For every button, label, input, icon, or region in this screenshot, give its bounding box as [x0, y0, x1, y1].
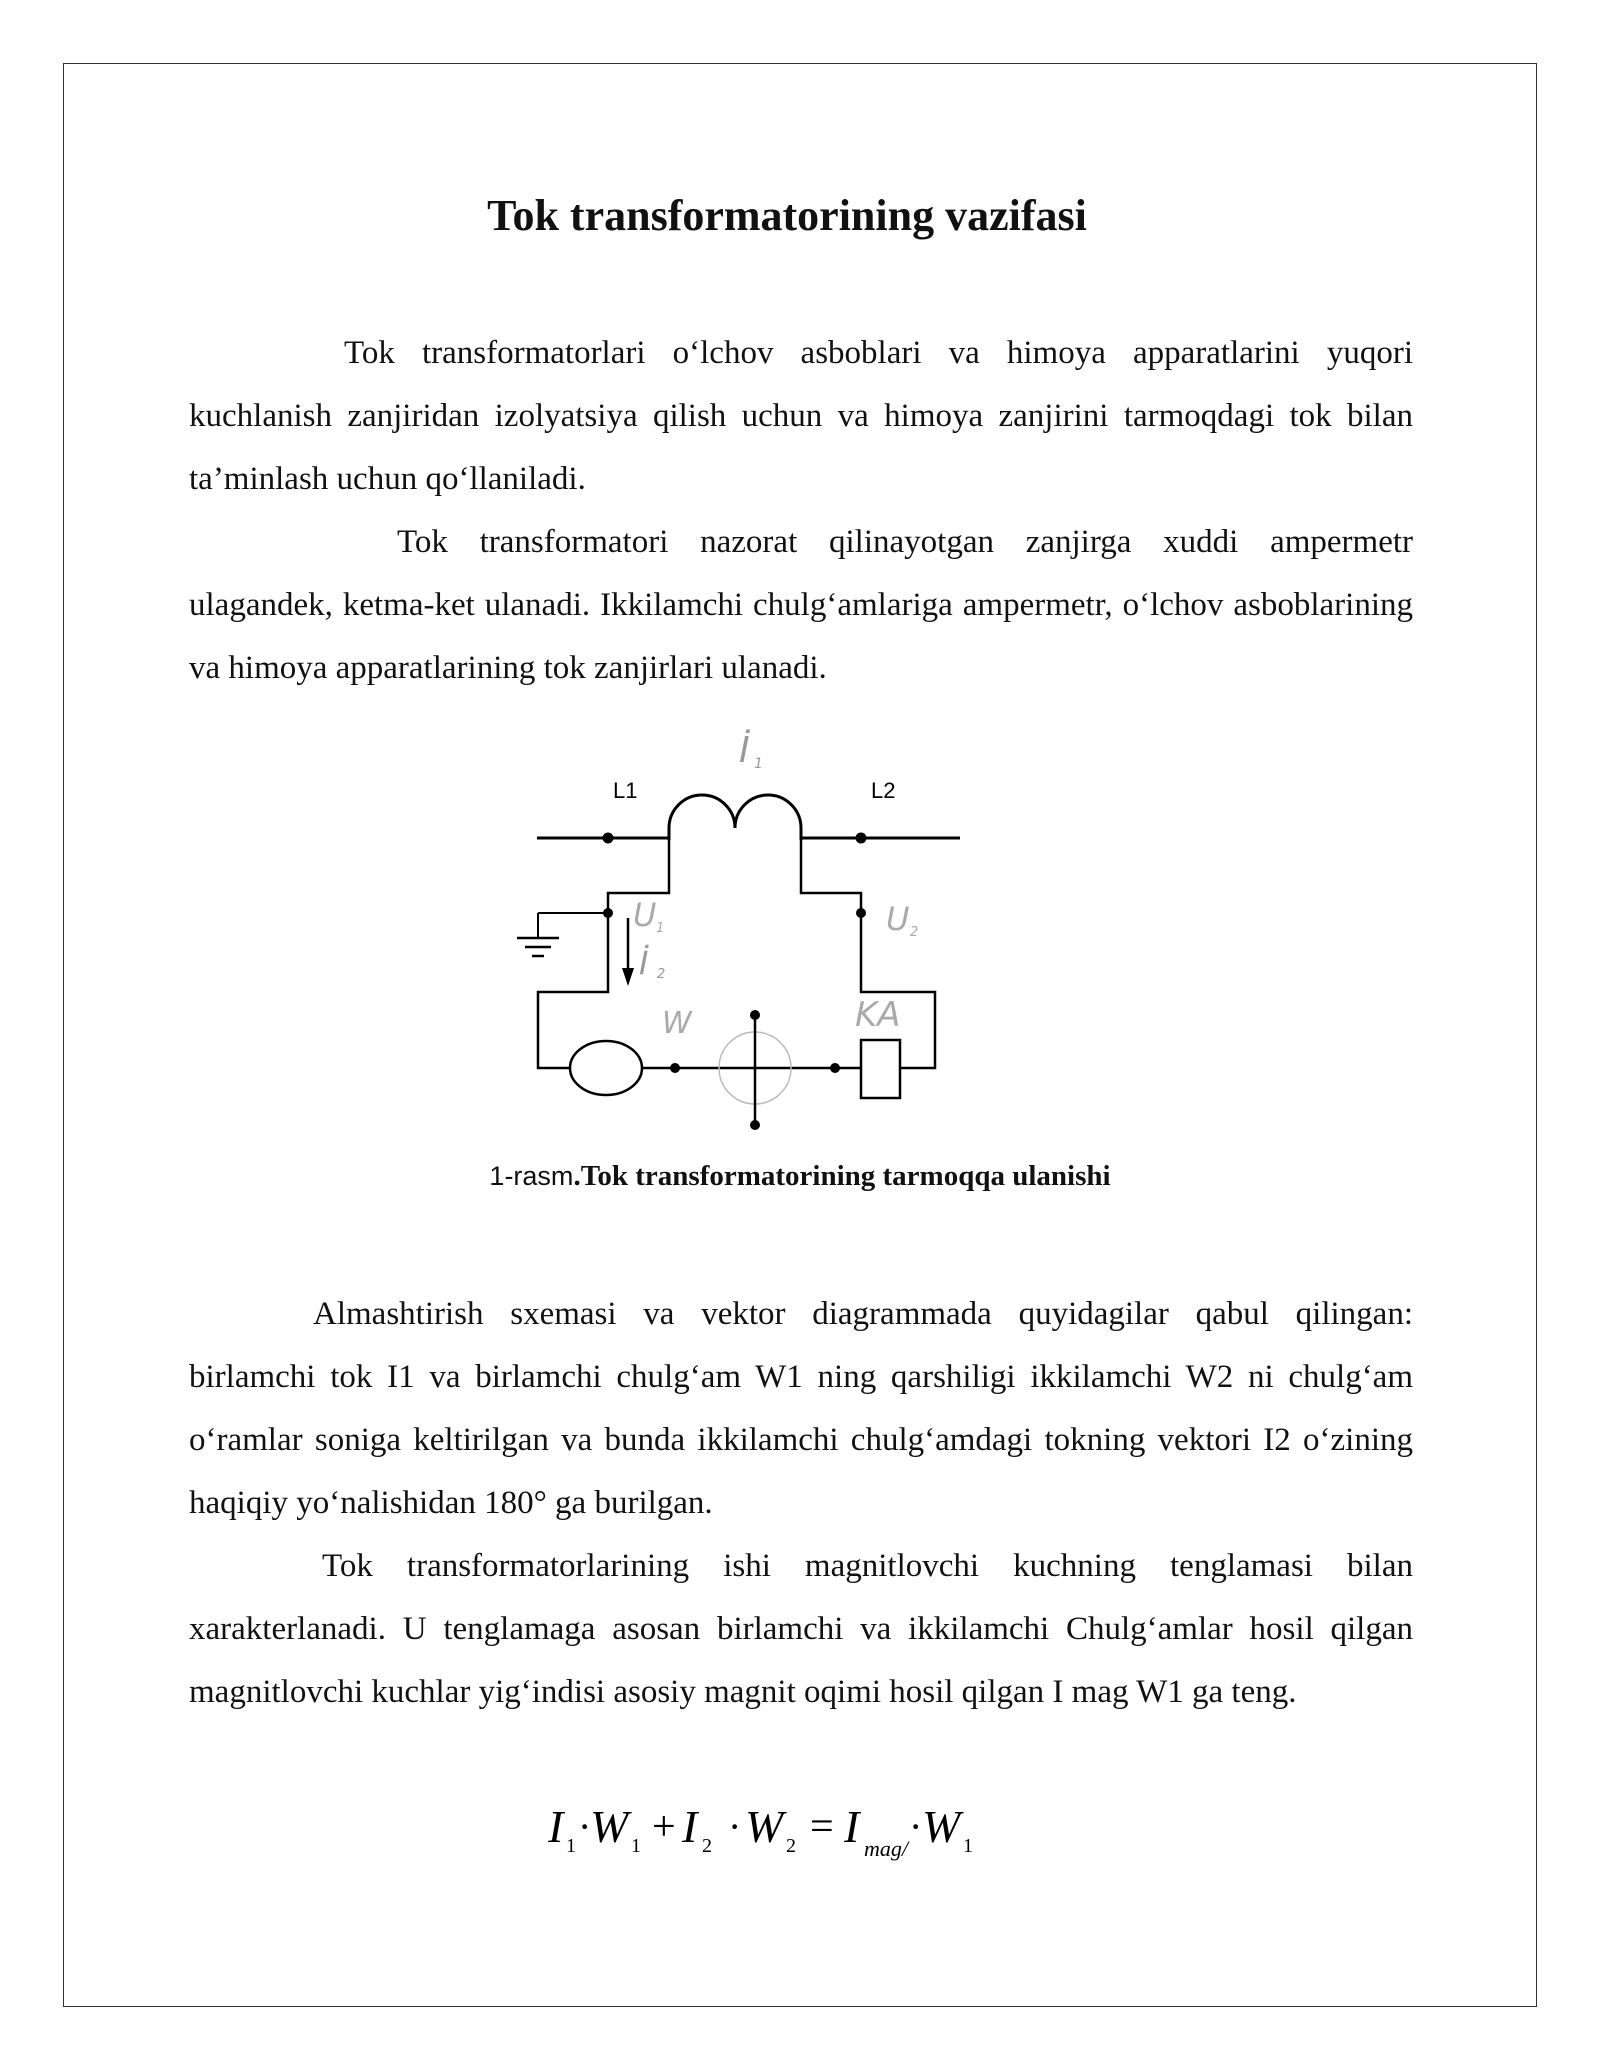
formula-imag: I: [844, 1801, 860, 1852]
node-w-right: [830, 1063, 840, 1073]
label-u1-sub: 1: [656, 921, 665, 936]
page-title: Tok transformatorining vazifasi: [487, 191, 1087, 240]
formula-i2: I: [682, 1801, 698, 1852]
label-l1: L1: [613, 778, 638, 803]
caption-text: .Tok transformatorining tarmoqqa ulanishi: [573, 1160, 1111, 1192]
node-l1: [603, 833, 614, 844]
circuit-diagram-svg: [505, 720, 985, 1150]
paragraph-purpose: Tok transformatorlari o‘lchov asboblari va himoya apparatlarini yuqori kuchlanish zanjiridan izolyatsiya qilish uchun va himoya zanjirini tarmoqdagi tok bilan ta’minlash uchun qo‘llaniladi.: [189, 335, 1413, 497]
i2-arrow-head: [622, 968, 634, 986]
analysis-section: [189, 1283, 1413, 1724]
node-u2: [856, 908, 866, 918]
formula-w3: W: [922, 1801, 961, 1852]
formula-w2-sub: 2: [786, 1835, 796, 1857]
label-i1: İ: [739, 730, 750, 771]
figure-caption: [0, 1160, 1600, 1193]
label-i2-sub: 2: [657, 967, 666, 982]
relay-ka: [861, 1040, 900, 1098]
formula-w2: W: [745, 1801, 784, 1852]
node-l2: [856, 833, 867, 844]
secondary-left-wire: [538, 840, 669, 1068]
label-u2-sub: 2: [910, 925, 919, 940]
formula-equals: =: [810, 1804, 834, 1850]
label-i2: İ: [639, 944, 649, 982]
circuit-diagram: [505, 720, 985, 1150]
label-u1: U: [633, 896, 657, 934]
formula-w1: W: [590, 1801, 629, 1852]
label-ka: KA: [855, 995, 901, 1035]
primary-winding: [669, 795, 801, 840]
node-w-left: [670, 1063, 680, 1073]
label-u2: U: [886, 900, 910, 938]
formula-dot1: ·: [578, 1804, 592, 1849]
ammeter-symbol: [570, 1041, 642, 1095]
formula-dot3: ·: [909, 1804, 923, 1849]
wattmeter-bottom-node: [750, 1120, 760, 1130]
caption-number: 1-rasm: [489, 1161, 574, 1191]
formula-i1-sub: 1: [566, 1835, 576, 1857]
intro-section: [189, 322, 1413, 700]
formula-i1: I: [548, 1801, 564, 1852]
label-i1-sub: 1: [754, 756, 763, 772]
formula-dot2: ·: [728, 1804, 742, 1849]
formula-w3-sub: 1: [963, 1835, 973, 1857]
paragraph-connection: Tok transformatori nazorat qilinayotgan zanjirga xuddi ampermetr ulagandek, ketma-ket ulanadi. Ikkilamchi chulg‘amlariga ampermetr, o‘lchov asboblarining va himoya apparatlarining tok zanjirlari ulanadi.: [189, 524, 1413, 686]
wattmeter-top-node: [750, 1010, 760, 1020]
formula-i2-sub: 2: [702, 1835, 712, 1857]
formula-imag-sub: mag/: [864, 1836, 908, 1861]
formula-svg: [540, 1790, 1060, 1870]
paragraph-mmf-equation: Tok transformatorlarining ishi magnitlovchi kuchning tenglamasi bilan xarakterlanadi. U tenglamaga asosan birlamchi va ikkilamchi Chulg‘amlar hosil qilgan magnitlovchi kuchlar yig‘indisi asosiy magnit oqimi hosil qilgan I mag W1 ga teng.: [189, 1548, 1413, 1710]
formula-plus: +: [652, 1804, 676, 1850]
formula-w1-sub: 1: [631, 1835, 641, 1857]
mmf-formula: [540, 1790, 1060, 1870]
paragraph-equivalent-scheme: Almashtirish sxemasi va vektor diagrammada quyidagilar qabul qilingan: birlamchi tok I1 va birlamchi chulg‘am W1 ning qarshiligi ikkilamchi W2 ni chulg‘am o‘ramlar soniga keltirilgan va bunda ikkilamchi chulg‘amdagi tokning vektori I2 o‘zining haqiqiy yo‘nalishidan 180° ga burilgan.: [189, 1296, 1413, 1521]
label-l2: L2: [871, 778, 896, 803]
label-w: W: [662, 1006, 692, 1041]
